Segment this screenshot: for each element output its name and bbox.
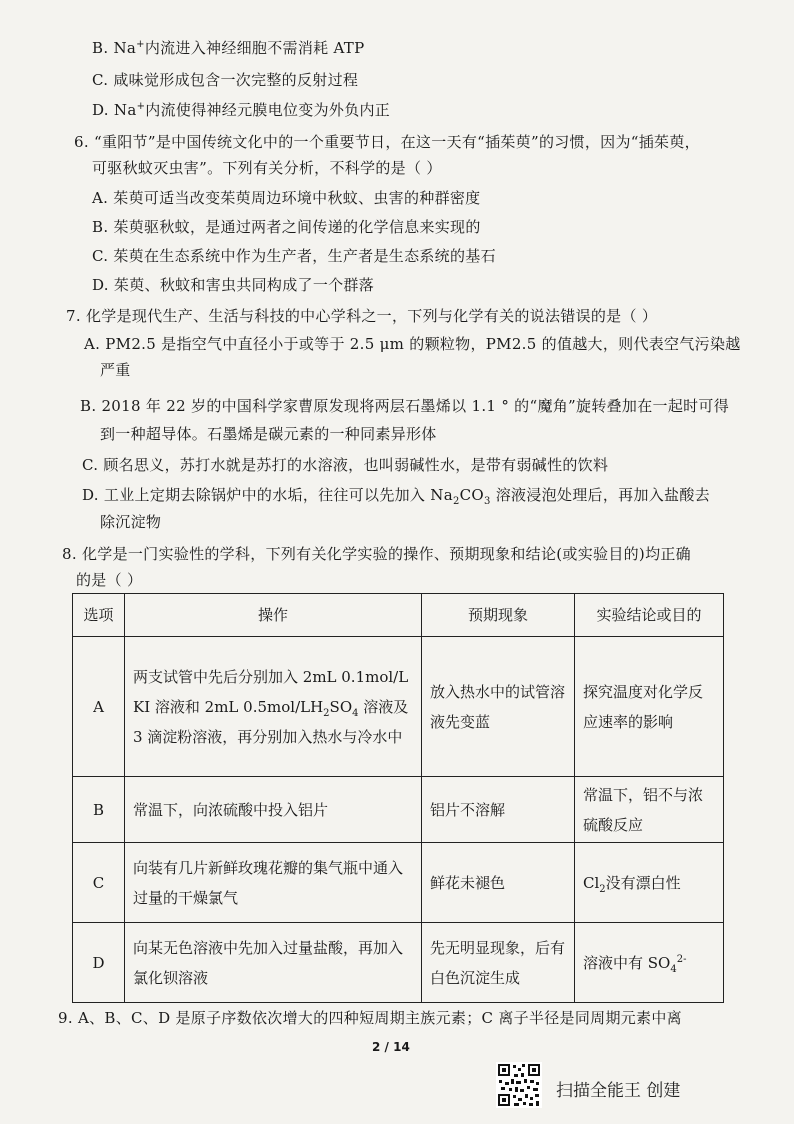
- q6-option-c: C. 茱萸在生态系统中作为生产者，生产者是生态系统的基石: [92, 247, 496, 265]
- row-phenomenon: 鲜花未褪色: [422, 843, 575, 923]
- row-conclusion: 溶液中有 $SO_4^{2-}$: [575, 923, 724, 1003]
- row-conclusion: 探究温度对化学反应速率的影响: [575, 637, 724, 777]
- q8-stem-line2: 的是（ ）: [76, 571, 143, 589]
- q7-option-d-line2: 除沉淀物: [100, 513, 162, 531]
- header-conclusion: 实验结论或目的: [575, 594, 724, 637]
- q5-option-d: D. Na+内流使得神经元膜电位变为外负内正: [92, 101, 391, 119]
- q5-option-c: C. 咸味觉形成包含一次完整的反射过程: [92, 71, 359, 89]
- q7-option-d-line1: D. 工业上定期去除锅炉中的水垢，往往可以先加入 $Na_2CO_3$ 溶液浸泡处理后，再加入盐酸去: [82, 486, 710, 507]
- row-option: A: [73, 637, 125, 777]
- table-row: [73, 843, 724, 923]
- row-phenomenon: 放入热水中的试管溶液先变蓝: [422, 637, 575, 777]
- q6-stem-line2: 可驱秋蚊灭虫害”。下列有关分析，不科学的是（ ）: [92, 159, 442, 177]
- q5-option-b: B. Na+内流进入神经细胞不需消耗 ATP: [92, 39, 365, 57]
- row-operation: 向某无色溶液中先加入过量盐酸，再加入氯化钡溶液: [125, 923, 422, 1003]
- row-operation: 向装有几片新鲜玫瑰花瓣的集气瓶中通入过量的干燥氯气: [125, 843, 422, 923]
- table-row: [73, 637, 724, 777]
- row-operation: 常温下，向浓硫酸中投入铝片: [125, 777, 422, 843]
- q7-option-a-line2: 严重: [100, 361, 131, 379]
- row-option: D: [73, 923, 125, 1003]
- header-phenomenon: 预期现象: [422, 594, 575, 637]
- q7-stem: 7. 化学是现代生产、生活与科技的中心学科之一，下列与化学有关的说法错误的是（ ）: [66, 307, 658, 325]
- q7-option-b-line2: 到一种超导体。石墨烯是碳元素的一种同素异形体: [100, 425, 437, 443]
- row-option: B: [73, 777, 125, 843]
- q7-option-a-line1: A. PM2.5 是指空气中直径小于或等于 2.5 μm 的颗粒物，PM2.5 的值越大，则代表空气污染越: [84, 335, 741, 353]
- q7-option-c: C. 顾名思义，苏打水就是苏打的水溶液，也叫弱碱性水，是带有弱碱性的饮料: [82, 456, 609, 474]
- scanner-brand: 扫描全能王 创建: [556, 1081, 681, 1101]
- row-phenomenon: 铝片不溶解: [422, 777, 575, 843]
- q8-stem-line1: 8. 化学是一门实验性的学科，下列有关化学实验的操作、预期现象和结论(或实验目的)均正确: [62, 545, 691, 563]
- row-operation: 两支试管中先后分别加入 2mL 0.1mol/LKI 溶液和 2mL $0.5mol/LH_2SO_4$ 溶液及 3 滴淀粉溶液，再分别加入热水与冷水中: [125, 637, 422, 777]
- q6-option-a: A. 茱萸可适当改变茱萸周边环境中秋蚊、虫害的种群密度: [92, 189, 481, 207]
- header-operation: 操作: [125, 594, 422, 637]
- q6-stem-line1: 6. “重阳节”是中国传统文化中的一个重要节日，在这一天有“插茱萸”的习惯，因为“插茱萸，: [74, 133, 700, 151]
- table-row: [73, 923, 724, 1003]
- experiment-table: [72, 593, 724, 1003]
- q6-option-b: B. 茱萸驱秋蚊，是通过两者之间传递的化学信息来实现的: [92, 218, 481, 236]
- table-row: [73, 777, 724, 843]
- q9-stem: 9. A、B、C、D 是原子序数依次增大的四种短周期主族元素；C 离子半径是同周期元素中离: [58, 1009, 682, 1027]
- row-conclusion: $Cl_2$没有漂白性: [575, 843, 724, 923]
- q6-option-d: D. 茱萸、秋蚊和害虫共同构成了一个群落: [92, 276, 375, 294]
- row-conclusion: 常温下，铝不与浓硫酸反应: [575, 777, 724, 843]
- row-phenomenon: 先无明显现象，后有白色沉淀生成: [422, 923, 575, 1003]
- q7-option-b-line1: B. 2018 年 22 岁的中国科学家曹原发现将两层石墨烯以 1.1 ° 的“魔角”旋转叠加在一起时可得: [80, 397, 730, 415]
- table-header-row: [73, 594, 724, 637]
- qr-code-icon: [496, 1062, 542, 1108]
- row-option: C: [73, 843, 125, 923]
- header-option: 选项: [73, 594, 125, 637]
- page-number: 2 / 14: [372, 1040, 410, 1054]
